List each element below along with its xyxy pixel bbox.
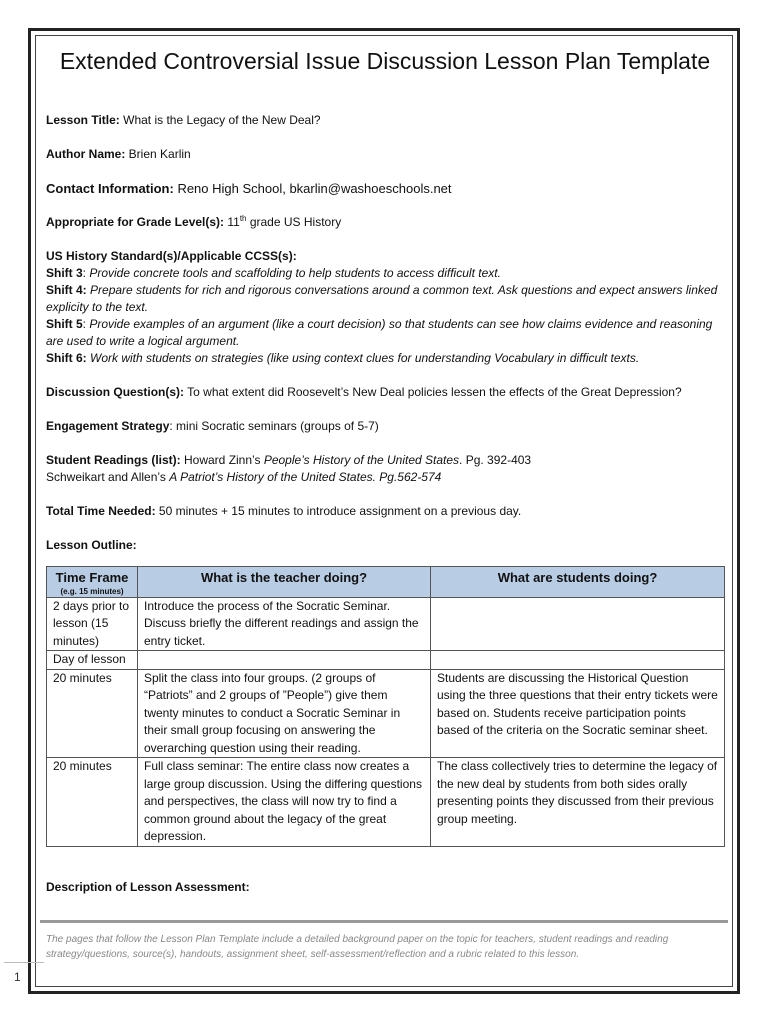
cell-teacher <box>138 651 431 670</box>
readings-line-2: Schweikart and Allen’s A Patriot’s History of the United States. Pg.562-574 <box>46 470 442 484</box>
grade-label: Appropriate for Grade Level(s): <box>46 215 225 229</box>
standards-label: US History Standard(s)/Applicable CCSS(s): <box>46 249 297 263</box>
author-label: Author Name: <box>46 147 126 161</box>
grade-number: 11 <box>224 215 240 229</box>
shift-6: Shift 6: Work with students on strategies (like using context clues for understanding Vocabulary in difficult texts. <box>46 351 640 365</box>
shift-4: Shift 4: Prepare students for rich and rigorous conversations around a common text. Ask questions and expect answers linked explicity to the text. <box>46 283 718 314</box>
total-time-line <box>46 503 726 520</box>
shift-5: Shift 5: Provide examples of an argument (like a court decision) so that students can see how claims evidence and reasoning are used to write a logical argument. <box>46 317 713 348</box>
discussion-value: To what extent did Roosevelt’s New Deal policies lessen the effects of the Great Depression? <box>184 385 682 399</box>
lesson-title-label: Lesson Title: <box>46 113 120 127</box>
header-teacher: What is the teacher doing? <box>138 567 431 598</box>
assessment-label: Description of Lesson Assessment: <box>46 880 250 894</box>
outline-label: Lesson Outline: <box>46 538 137 552</box>
header-students: What are students doing? <box>431 567 725 598</box>
table-row <box>47 597 725 651</box>
engagement-label: Engagement Strategy <box>46 419 170 433</box>
cell-time: 20 minutes <box>47 669 138 758</box>
page-number: 1 <box>14 970 21 984</box>
cell-time: Day of lesson <box>47 651 138 670</box>
contact-line <box>46 180 726 197</box>
cell-time: 2 days prior to lesson (15 minutes) <box>47 597 138 651</box>
table-row <box>47 669 725 758</box>
footer-rule <box>40 920 728 923</box>
cell-time: 20 minutes <box>47 758 138 847</box>
cell-students: The class collectively tries to determine the legacy of the new deal by students from both sides orally presenting points they discussed from their previous group meeting. <box>431 758 725 847</box>
grade-suffix: th <box>239 214 247 223</box>
total-time-value: 50 minutes + 15 minutes to introduce assignment on a previous day. <box>155 504 522 518</box>
shift-3: Shift 3: Provide concrete tools and scaffolding to help students to access difficult text. <box>46 266 501 280</box>
cell-teacher: Full class seminar: The entire class now creates a large group discussion. Using the differing questions and perspectives, the class will now try to find a common ground about the legacy of the great depression. <box>138 758 431 847</box>
author-value: Brien Karlin <box>125 147 191 161</box>
total-time-label: Total Time Needed: <box>46 504 156 518</box>
table-row <box>47 758 725 847</box>
cell-students: Students are discussing the Historical Question using the three questions that their entry tickets were based on. Students receive participation points based of the criteria on the Socratic seminar sheet. <box>431 669 725 758</box>
cell-teacher: Introduce the process of the Socratic Seminar. Discuss briefly the different readings and assign the entry ticket. <box>138 597 431 651</box>
lesson-info <box>46 112 726 554</box>
lesson-outline-table <box>46 566 725 847</box>
table-header-row <box>47 567 725 598</box>
discussion-line <box>46 384 726 401</box>
cell-students <box>431 651 725 670</box>
header-time-frame-sub: (e.g. 15 minutes) <box>60 586 124 596</box>
cell-teacher: Split the class into four groups. (2 groups of “Patriots” and 2 groups of ”People”) give them twenty minutes to conduct a Socratic Seminar in their small group focusing on answering the overarching question using their reading. <box>138 669 431 758</box>
lesson-title-line <box>46 112 726 129</box>
readings-line-1: Student Readings (list): Howard Zinn’s People’s History of the United States. Pg. 392-403 <box>46 453 532 467</box>
page-number-rule <box>4 962 44 963</box>
lesson-title-value: What is the Legacy of the New Deal? <box>119 113 321 127</box>
contact-label: Contact Information: <box>46 181 174 196</box>
discussion-label: Discussion Question(s): <box>46 385 185 399</box>
cell-students <box>431 597 725 651</box>
engagement-line <box>46 418 726 435</box>
grade-value: grade US History <box>246 215 342 229</box>
document-title: Extended Controversial Issue Discussion Lesson Plan Template <box>59 48 711 74</box>
readings-label: Student Readings (list): <box>46 453 181 467</box>
header-time-frame: Time Frame (e.g. 15 minutes) <box>47 567 138 598</box>
author-line <box>46 146 726 163</box>
grade-line <box>46 214 726 231</box>
footnote: The pages that follow the Lesson Plan Template include a detailed background paper on the topic for teachers, student readings and reading strategy/questions, source(s), handouts, assignment sheet, self-assessment/reflection and a rubric related to this lesson. <box>46 934 669 960</box>
table-row <box>47 651 725 670</box>
engagement-value: : mini Socratic seminars (groups of 5-7) <box>169 419 379 433</box>
contact-value: Reno High School, bkarlin@washoeschools.net <box>173 181 452 196</box>
